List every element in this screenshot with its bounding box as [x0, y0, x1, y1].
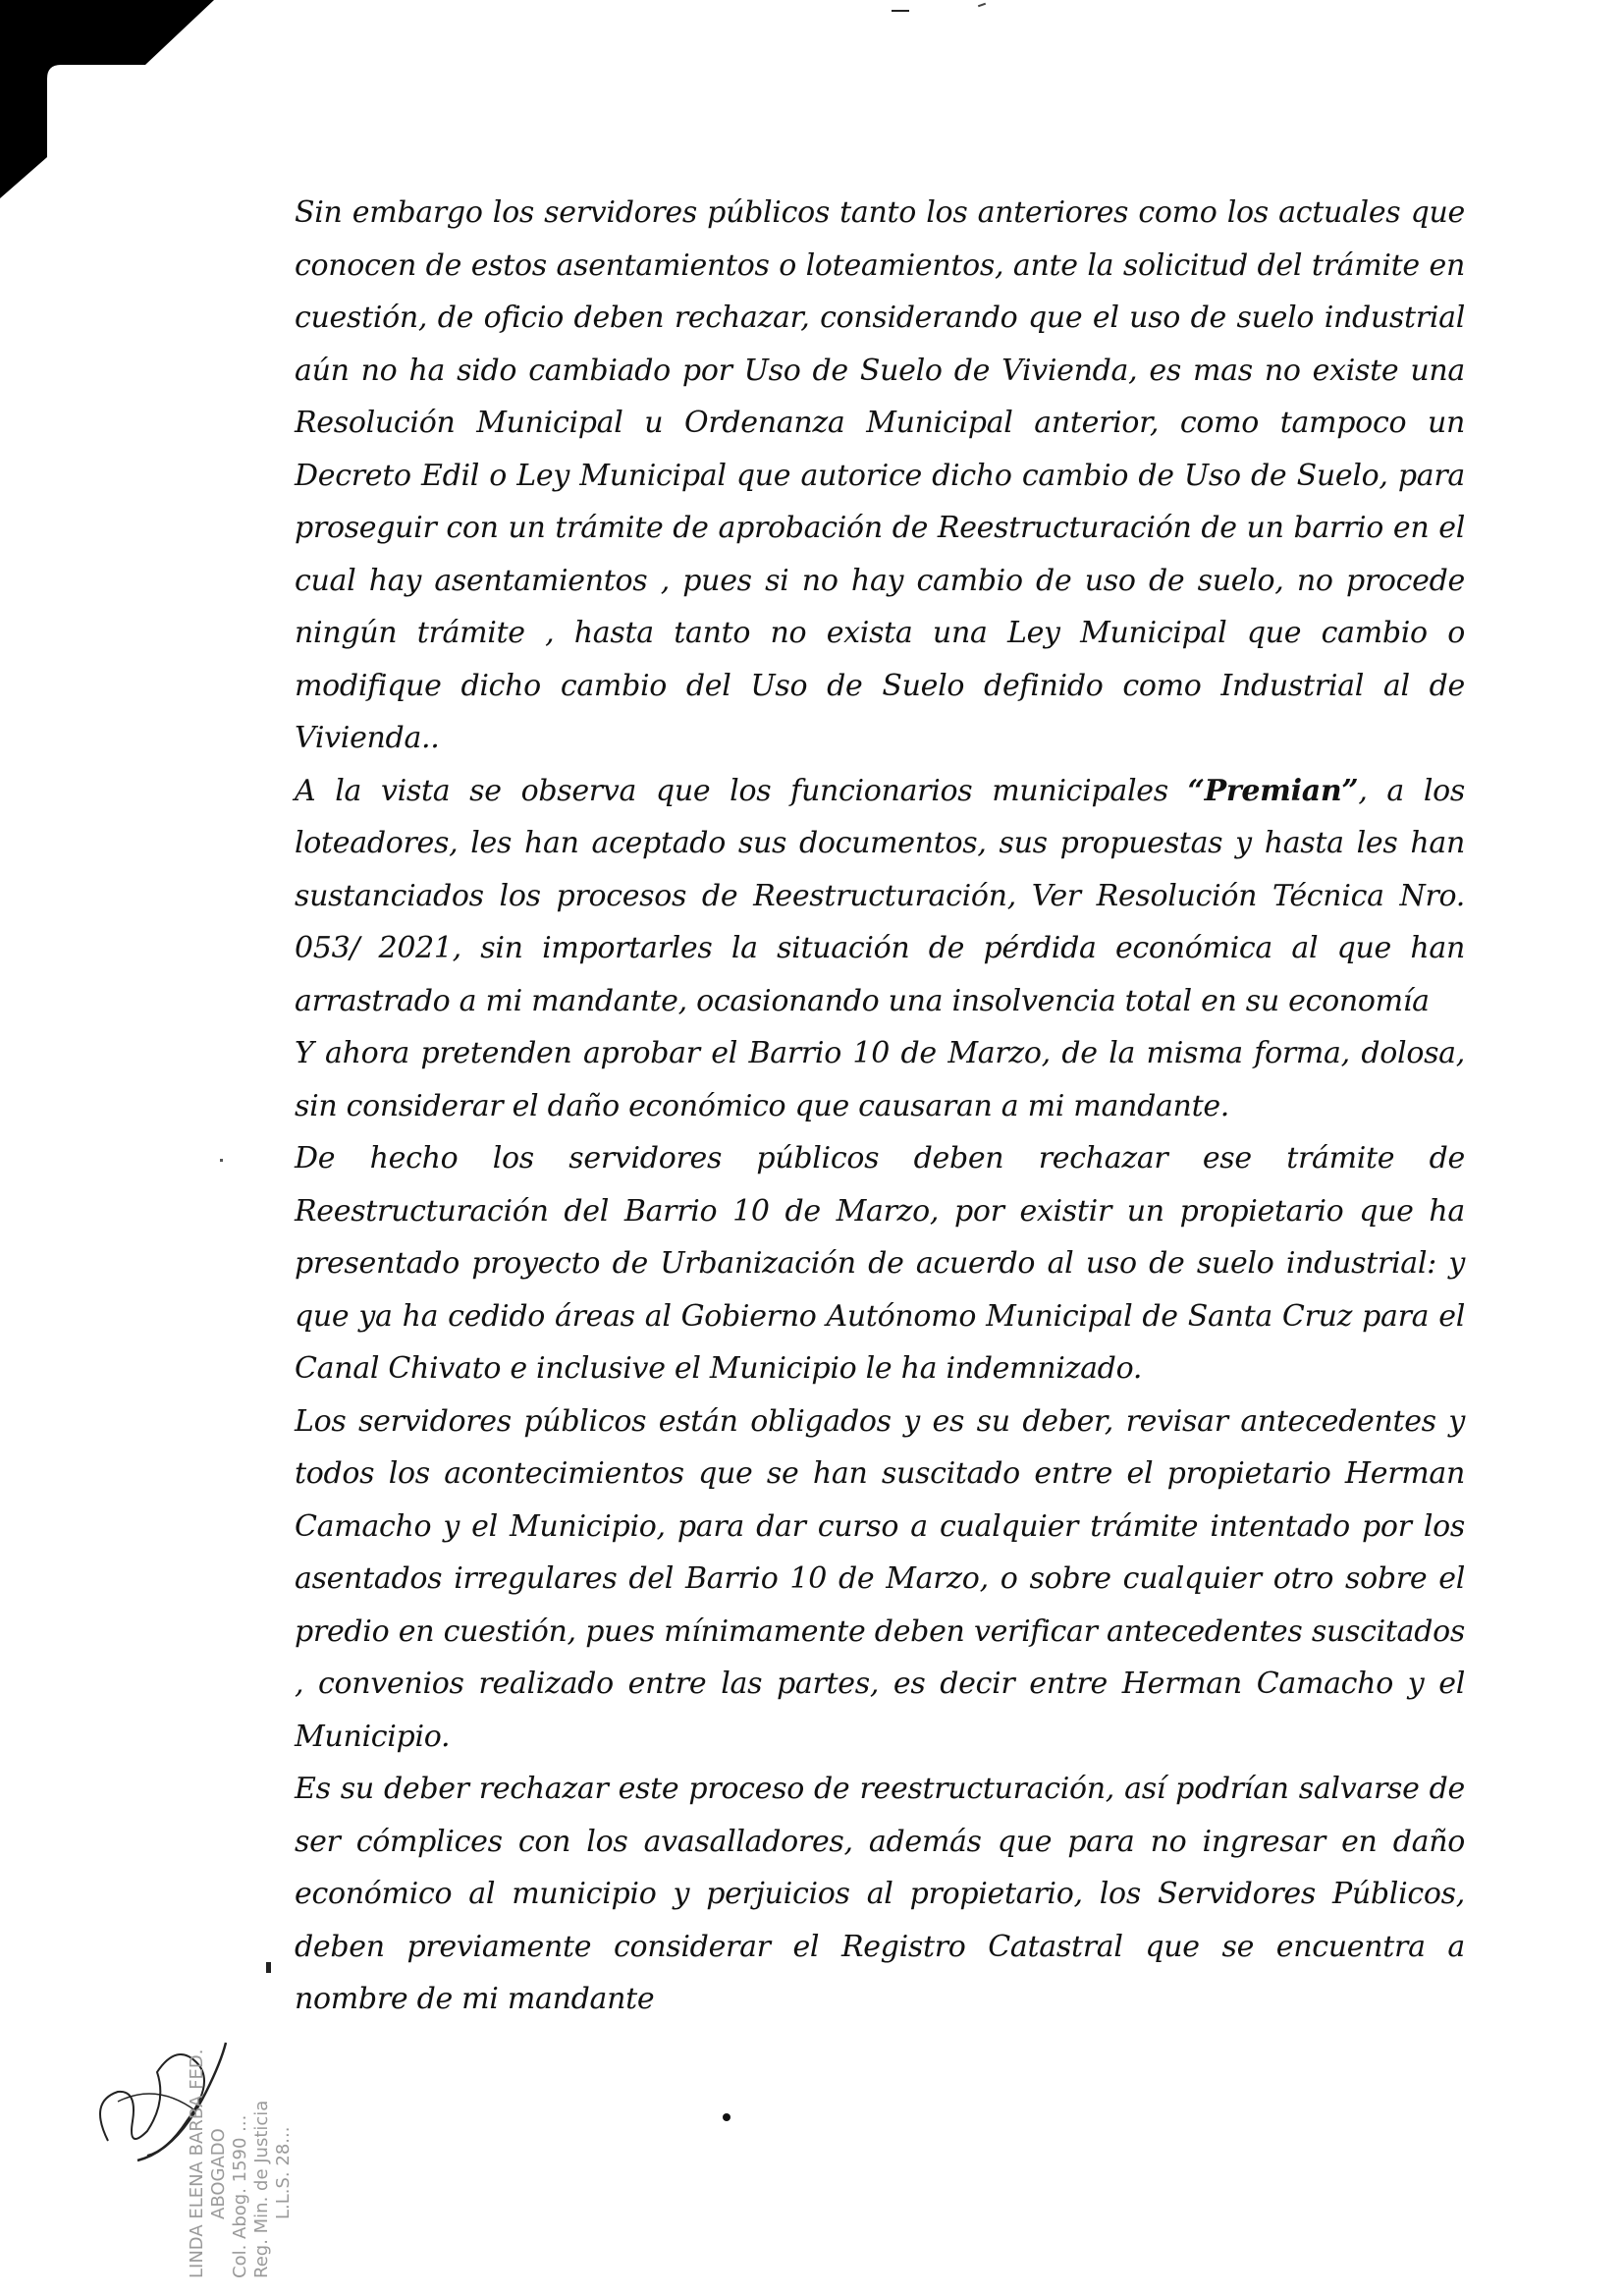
- lawyer-stamp: [88, 1925, 324, 2278]
- scan-artifact-dot: [220, 1159, 223, 1162]
- scan-artifact-mark: [266, 1962, 271, 1973]
- paragraph-3: Y ahora pretenden aprobar el Barrio 10 de Marzo, de la misma forma, dolosa, sin considerar el daño económico que causaran a mi mandante.: [295, 1036, 1465, 1123]
- stamp-line-1: LINDA ELENA BARBA FED.: [187, 2049, 207, 2278]
- scan-corner-shadow: [0, 0, 216, 206]
- document-body: [295, 187, 1465, 2026]
- paragraph-5: Los servidores públicos están obligados y es su deber, revisar antecedentes y todos los acontecimientos que se han suscitado entre el propietario Herman Camacho y el Municipio, para dar curso a cualquier trámite intentado por los asentados irregulares del Barrio 10 de Marzo, o sobre cualquier otro sobre el predio en cuestión, pues mínimamente deben verificar antecedentes suscitados , convenios realizado entre las partes, es decir entre Herman Camacho y el Municipio.: [295, 1403, 1465, 1754]
- emphasis-premian: “Premian”: [1187, 773, 1359, 808]
- paragraph-4: De hecho los servidores públicos deben rechazar ese trámite de Reestructuración del Barrio 10 de Marzo, por existir un propietario que ha presentado proyecto de Urbanización de acuerdo al uso de suelo industrial: y que ya ha cedido áreas al Gobierno Autónomo Municipal de Santa Cruz para el Canal Chivato e inclusive el Municipio le ha indemnizado.: [295, 1141, 1465, 1386]
- scan-artifact-mark: [978, 3, 986, 8]
- stamp-line-3: Col. Abog. 1590 ...: [230, 2114, 250, 2278]
- stamp-line-5: L.L.S. 28...: [273, 2126, 294, 2219]
- paragraph-2: A la vista se observa que los funcionarios municipales “Premian”, a los loteadores, les han aceptado sus documentos, sus propuestas y hasta les han sustanciados los procesos de Reestructuración, Ver Resolución Técnica Nro. 053/ 2021, sin importarles la situación de pérdida económica al que han arrastrado a mi mandante, ocasionando una insolvencia total en su economía: [295, 773, 1466, 1018]
- scan-artifact-dot: [723, 2113, 730, 2121]
- scan-artifact-mark: [892, 10, 909, 12]
- paragraph-1: Sin embargo los servidores públicos tanto los anteriores como los actuales que conocen de estos asentamientos o loteamientos, ante la solicitud del trámite en cuestión, de oficio deben rechazar, considerando que el uso de suelo industrial aún no ha sido cambiado por Uso de Suelo de Vivienda, es mas no existe una Resolución Municipal u Ordenanza Municipal anterior, como tampoco un Decreto Edil o Ley Municipal que autorice dicho cambio de Uso de Suelo, para proseguir con un trámite de aprobación de Reestructuración de un barrio en el cual hay asentamientos , pues si no hay cambio de uso de suelo, no procede ningún trámite , hasta tanto no exista una Ley Municipal que cambio o modifique dicho cambio del Uso de Suelo definido como Industrial al de Vivienda..: [295, 195, 1465, 755]
- stamp-line-2: ABOGADO: [208, 2128, 229, 2219]
- paragraph-6: Es su deber rechazar este proceso de reestructuración, así podrían salvarse de ser cómplices con los avasalladores, además que para no ingresar en daño económico al municipio y perjuicios al propietario, los Servidores Públicos, deben previamente considerar el Registro Catastral que se encuentra a nombre de mi mandante: [295, 1772, 1465, 2016]
- stamp-line-4: Reg. Min. de Justicia: [251, 2100, 272, 2278]
